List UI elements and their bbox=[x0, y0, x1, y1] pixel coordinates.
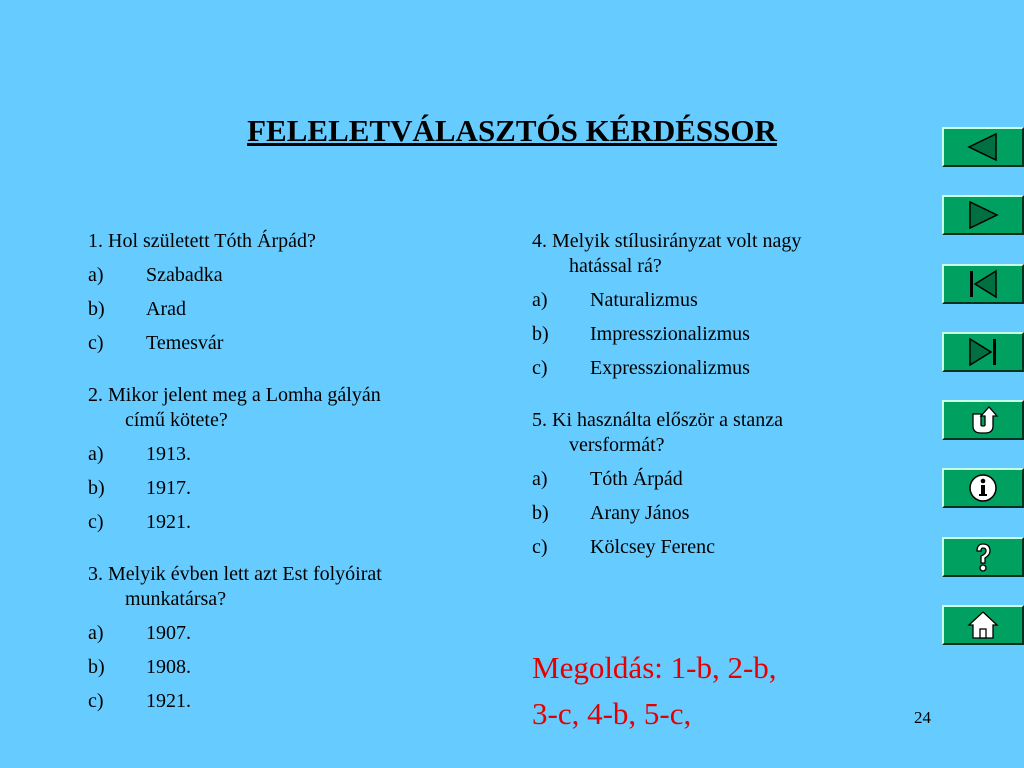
questions-right-column bbox=[532, 229, 912, 587]
answer-option: b) Arany János bbox=[532, 501, 690, 524]
question-text: 2. Mikor jelent meg a Lomha gályán című kötete? bbox=[88, 384, 381, 431]
slide-title: FELELETVÁLASZTÓS KÉRDÉSSOR bbox=[247, 113, 777, 148]
answer-option: b) Arad bbox=[88, 297, 186, 320]
answer-option: a) Tóth Árpád bbox=[532, 467, 683, 490]
solution-line-1: Megoldás: 1-b, 2-b, bbox=[532, 650, 777, 685]
answer-option: a) Szabadka bbox=[88, 263, 223, 286]
back-icon bbox=[966, 132, 1000, 162]
solution-text bbox=[532, 645, 912, 737]
solution-line-2: 3-c, 4-b, 5-c, bbox=[532, 696, 692, 731]
forward-button[interactable] bbox=[942, 195, 1024, 235]
answer-option: c) Expresszionalizmus bbox=[532, 356, 750, 379]
answer-option: b) Impresszionalizmus bbox=[532, 322, 750, 345]
question-text: 3. Melyik évben lett azt Est folyóirat munkatársa? bbox=[88, 563, 382, 610]
home-icon bbox=[966, 609, 1000, 641]
answer-option: c) Temesvár bbox=[88, 331, 224, 354]
answer-option: b) 1917. bbox=[88, 476, 191, 499]
answer-option: c) 1921. bbox=[88, 510, 191, 533]
question-text: 1. Hol született Tóth Árpád? bbox=[88, 230, 316, 252]
question-5 bbox=[532, 408, 912, 564]
page-number: 24 bbox=[914, 708, 931, 727]
answer-option: c) Kölcsey Ferenc bbox=[532, 535, 715, 558]
answer-option: a) Naturalizmus bbox=[532, 288, 698, 311]
question-2 bbox=[88, 383, 508, 539]
help-icon bbox=[966, 540, 1000, 574]
answer-option: b) 1908. bbox=[88, 655, 191, 678]
question-text: 4. Melyik stílusirányzat volt nagy hatással rá? bbox=[532, 230, 802, 277]
home-button[interactable] bbox=[942, 605, 1024, 645]
info-button[interactable] bbox=[942, 468, 1024, 508]
info-icon bbox=[966, 472, 1000, 504]
back-button[interactable] bbox=[942, 127, 1024, 167]
answer-option: a) 1913. bbox=[88, 442, 191, 465]
last-slide-button[interactable] bbox=[942, 332, 1024, 372]
question-text: 5. Ki használta először a stanza versformát? bbox=[532, 409, 784, 456]
first-slide-button[interactable] bbox=[942, 264, 1024, 304]
questions-left-column bbox=[88, 229, 508, 741]
last-slide-icon bbox=[966, 337, 1000, 367]
question-4 bbox=[532, 229, 912, 385]
question-1 bbox=[88, 229, 508, 360]
question-3 bbox=[88, 562, 508, 718]
help-button[interactable] bbox=[942, 537, 1024, 577]
answer-option: c) 1921. bbox=[88, 689, 191, 712]
answer-option: a) 1907. bbox=[88, 621, 191, 644]
first-slide-icon bbox=[966, 269, 1000, 299]
return-button[interactable] bbox=[942, 400, 1024, 440]
return-icon bbox=[966, 404, 1000, 436]
forward-icon bbox=[966, 200, 1000, 230]
